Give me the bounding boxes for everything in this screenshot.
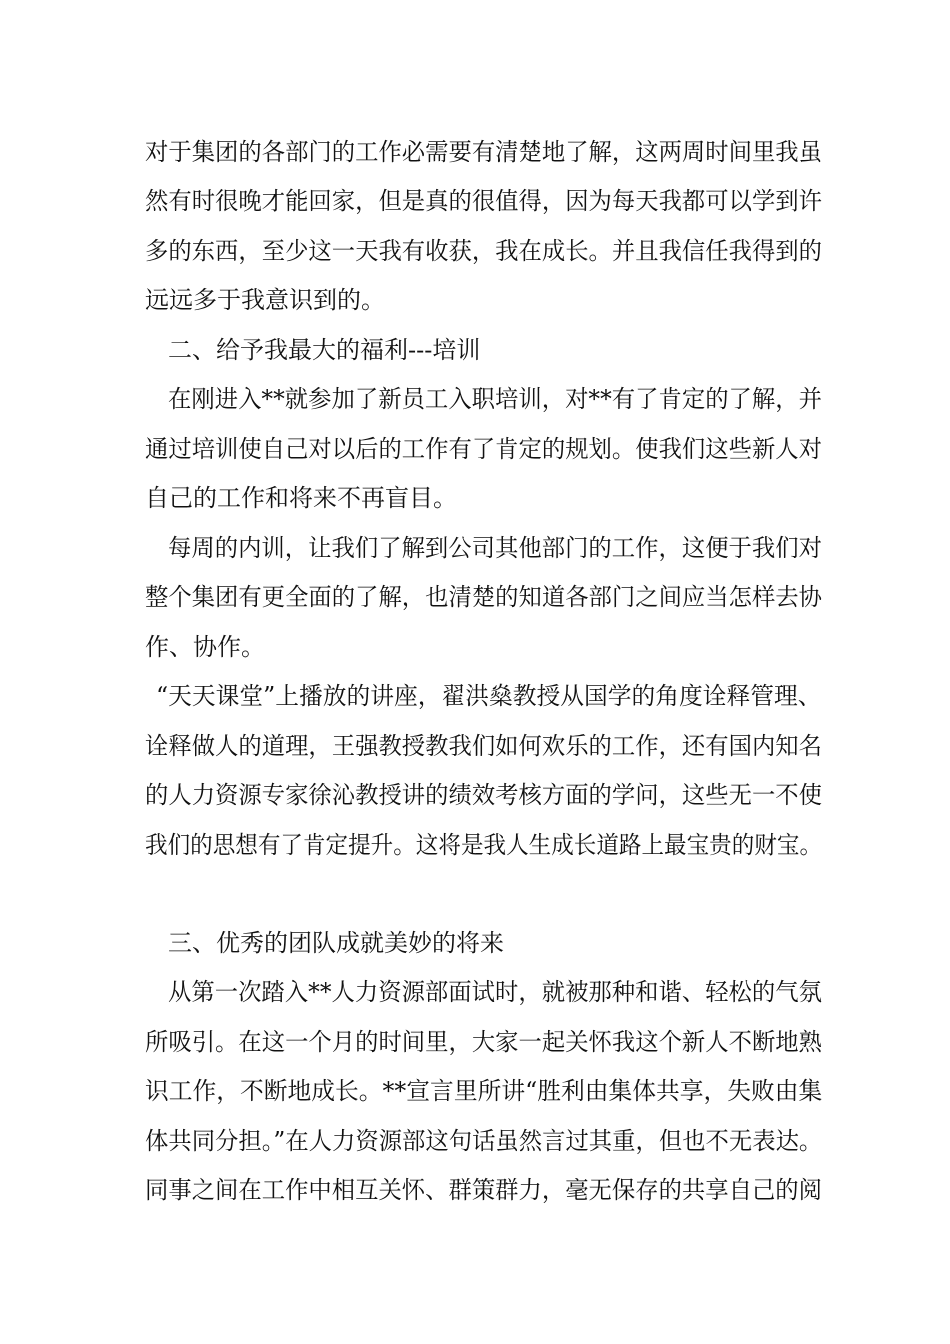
paragraph-1-line-3: 多的东西，至少这一天我有收获，我在成长。并且我信任我得到的 bbox=[145, 237, 822, 265]
paragraph-5-line-2: 所吸引。在这一个月的时间里，大家一起关怀我这个新人不断地熟 bbox=[145, 1028, 822, 1056]
paragraph-5-line-3: 识工作，不断地成长。**宣言里所讲“胜利由集体共享，失败由集 bbox=[145, 1077, 823, 1105]
paragraph-1-line-1: 对于集团的各部门的工作必需要有清楚地了解，这两周时间里我虽 bbox=[145, 138, 822, 166]
paragraph-5-line-5: 同事之间在工作中相互关怀、群策群力，毫无保存的共享自己的阅 bbox=[145, 1176, 822, 1204]
paragraph-4-line-2: 诠释做人的道理，王强教授教我们如何欢乐的工作，还有国内知名 bbox=[145, 732, 822, 760]
paragraph-4-line-3: 的人力资源专家徐沁教授讲的绩效考核方面的学问，这些无一不使 bbox=[145, 781, 822, 809]
paragraph-2-line-1: 在刚进入**就参加了新员工入职培训，对**有了肯定的了解，并 bbox=[168, 385, 822, 413]
paragraph-2-line-2: 通过培训使自己对以后的工作有了肯定的规划。使我们这些新人对 bbox=[145, 435, 822, 463]
section-heading-3: 三、优秀的团队成就美妙的将来 bbox=[168, 929, 504, 957]
section-heading-2: 二、给予我最大的福利---培训 bbox=[168, 336, 481, 364]
paragraph-2-line-3: 自己的工作和将来不再盲目。 bbox=[145, 484, 457, 512]
paragraph-3-line-1: 每周的内训，让我们了解到公司其他部门的工作，这便于我们对 bbox=[168, 534, 822, 562]
paragraph-4-line-4: 我们的思想有了肯定提升。这将是我人生成长道路上最宝贵的财宝。 bbox=[145, 831, 823, 859]
paragraph-4-line-1: “天天课堂”上播放的讲座，翟洪燊教授从国学的角度诠释管理、 bbox=[156, 682, 822, 710]
paragraph-3-line-3: 作、协作。 bbox=[145, 633, 265, 661]
paragraph-1-line-2: 然有时很晚才能回家，但是真的很值得，因为每天我都可以学到许 bbox=[145, 187, 822, 215]
paragraph-5-line-4: 体共同分担。”在人力资源部这句话虽然言过其重，但也不无表达。 bbox=[145, 1127, 823, 1155]
paragraph-1-line-4: 远远多于我意识到的。 bbox=[145, 286, 385, 314]
paragraph-3-line-2: 整个集团有更全面的了解，也清楚的知道各部门之间应当怎样去协 bbox=[145, 583, 822, 611]
paragraph-5-line-1: 从第一次踏入**人力资源部面试时，就被那种和谐、轻松的气氛 bbox=[168, 978, 822, 1006]
